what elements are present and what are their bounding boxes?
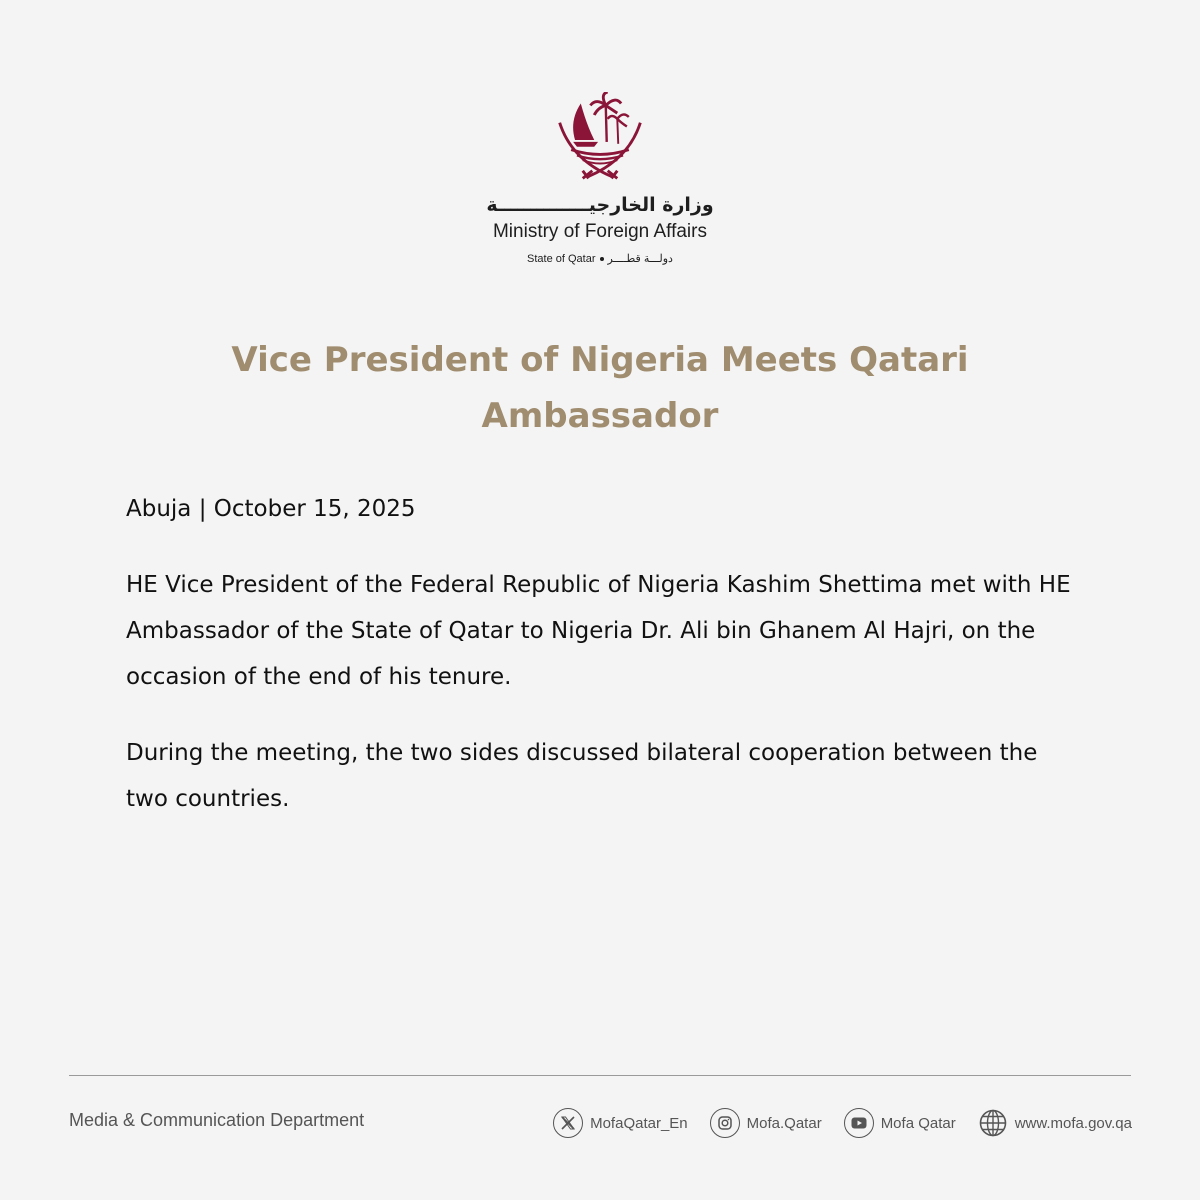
- instagram-icon: [710, 1108, 740, 1138]
- dateline: Abuja | October 15, 2025: [126, 496, 416, 522]
- social-link-website[interactable]: [978, 1108, 1132, 1138]
- department-name: Media & Communication Department: [69, 1110, 365, 1130]
- social-label: www.mofa.gov.qa: [1014, 1114, 1132, 1132]
- ministry-logo: [0, 92, 1200, 265]
- paragraph: During the meeting, the two sides discussed bilateral cooperation between the two countries.: [126, 740, 1038, 812]
- state-name-arabic: دولـــة قطــــر: [607, 253, 673, 265]
- social-label: MofaQatar_En: [590, 1114, 688, 1132]
- social-label: Mofa.Qatar: [746, 1114, 822, 1132]
- social-link-x[interactable]: [553, 1108, 688, 1138]
- article-body: [126, 486, 1086, 852]
- state-line: [0, 252, 1200, 265]
- social-link-youtube[interactable]: [844, 1108, 956, 1138]
- youtube-icon: [844, 1108, 874, 1138]
- state-name-english: State of Qatar: [527, 253, 596, 265]
- ministry-name-english: Ministry of Foreign Affairs: [492, 221, 707, 242]
- paragraph: HE Vice President of the Federal Republic of Nigeria Kashim Shettima met with HE Ambassador of the State of Qatar to Nigeria Dr. Ali bin Ghanem Al Hajri, on the occasion of the end of his tenure.: [126, 572, 1071, 690]
- separator-dot: [600, 257, 604, 261]
- social-label: Mofa Qatar: [880, 1114, 956, 1132]
- globe-icon: [978, 1108, 1008, 1138]
- social-links: [553, 1108, 1132, 1138]
- ministry-name-arabic: وزارة الخارجيــــــــــــــة: [486, 194, 714, 216]
- article-title: Vice President of Nigeria Meets Qatari Ambassador: [231, 340, 969, 436]
- qatar-emblem-icon: [552, 92, 648, 188]
- x-icon: [553, 1108, 583, 1138]
- social-link-instagram[interactable]: [710, 1108, 822, 1138]
- footer-divider: [69, 1075, 1131, 1076]
